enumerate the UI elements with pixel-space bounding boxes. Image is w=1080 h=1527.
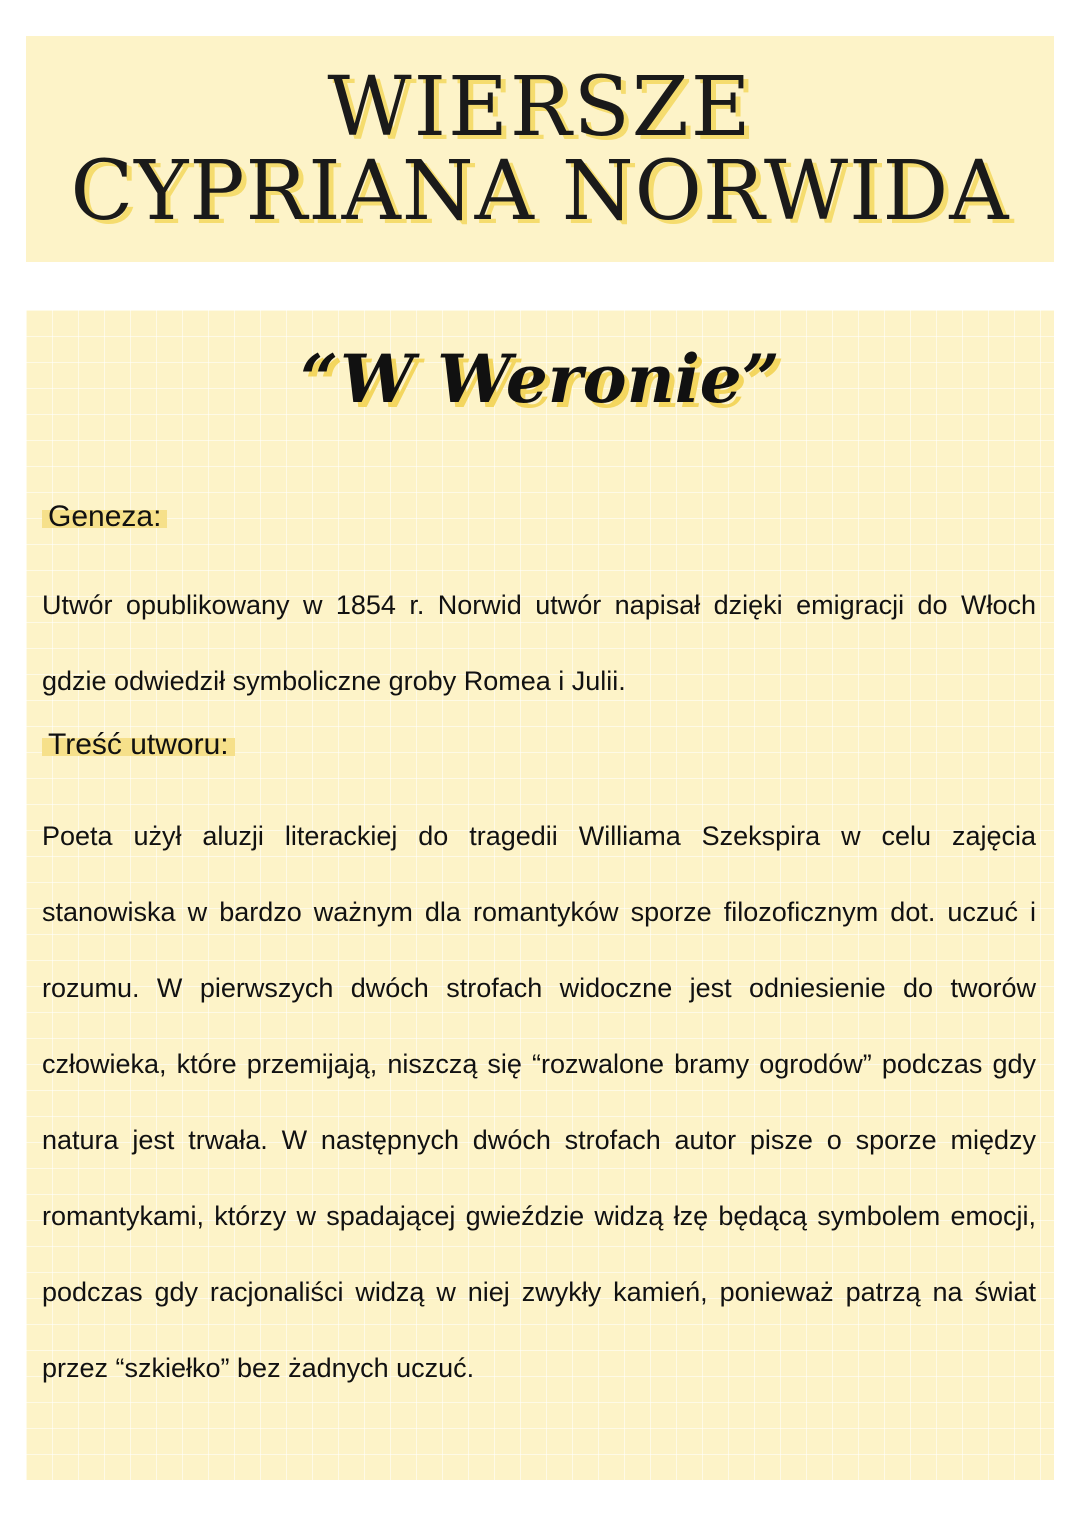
genesis-text: Utwór opublikowany w 1854 r. Norwid utwór napisał dzięki emigracji do Włoch gdzie odwiedził symboliczne groby Romea i Julii. — [42, 590, 1036, 696]
genesis-label — [42, 500, 167, 534]
content-label — [42, 728, 235, 762]
genesis-label-text: Geneza: — [42, 500, 167, 533]
poem-title: “W Weronie” — [300, 340, 780, 418]
header-banner — [26, 36, 1054, 262]
page-title — [26, 36, 1054, 239]
notes-card — [26, 310, 1054, 1480]
title-line-2: CYPRIANA NORWIDA — [70, 144, 1010, 239]
content-text: Poeta użył aluzji literackiej do tragedii Williama Szekspira w celu zajęcia stanowiska w bardzo ważnym dla romantyków sporze filozoficznym dot. uczuć i rozumu. W pierwszych dwóch strofach widoczne jest odniesienie do tworów człowieka, które przemijają, niszczą się “rozwalone bramy ogrodów” podczas gdy natura jest trwała. W następnych dwóch strofach autor pisze o sporze między romantykami, którzy w spadającej gwieździe widzą łzę będącą symbolem emocji, podczas gdy racjonaliści widzą w niej zwykły kamień, ponieważ patrzą na świat przez “szkiełko” bez żadnych uczuć. — [42, 821, 1036, 1383]
title-line-1: WIERSZE — [327, 60, 753, 155]
content-label-text: Treść utworu: — [42, 728, 235, 761]
